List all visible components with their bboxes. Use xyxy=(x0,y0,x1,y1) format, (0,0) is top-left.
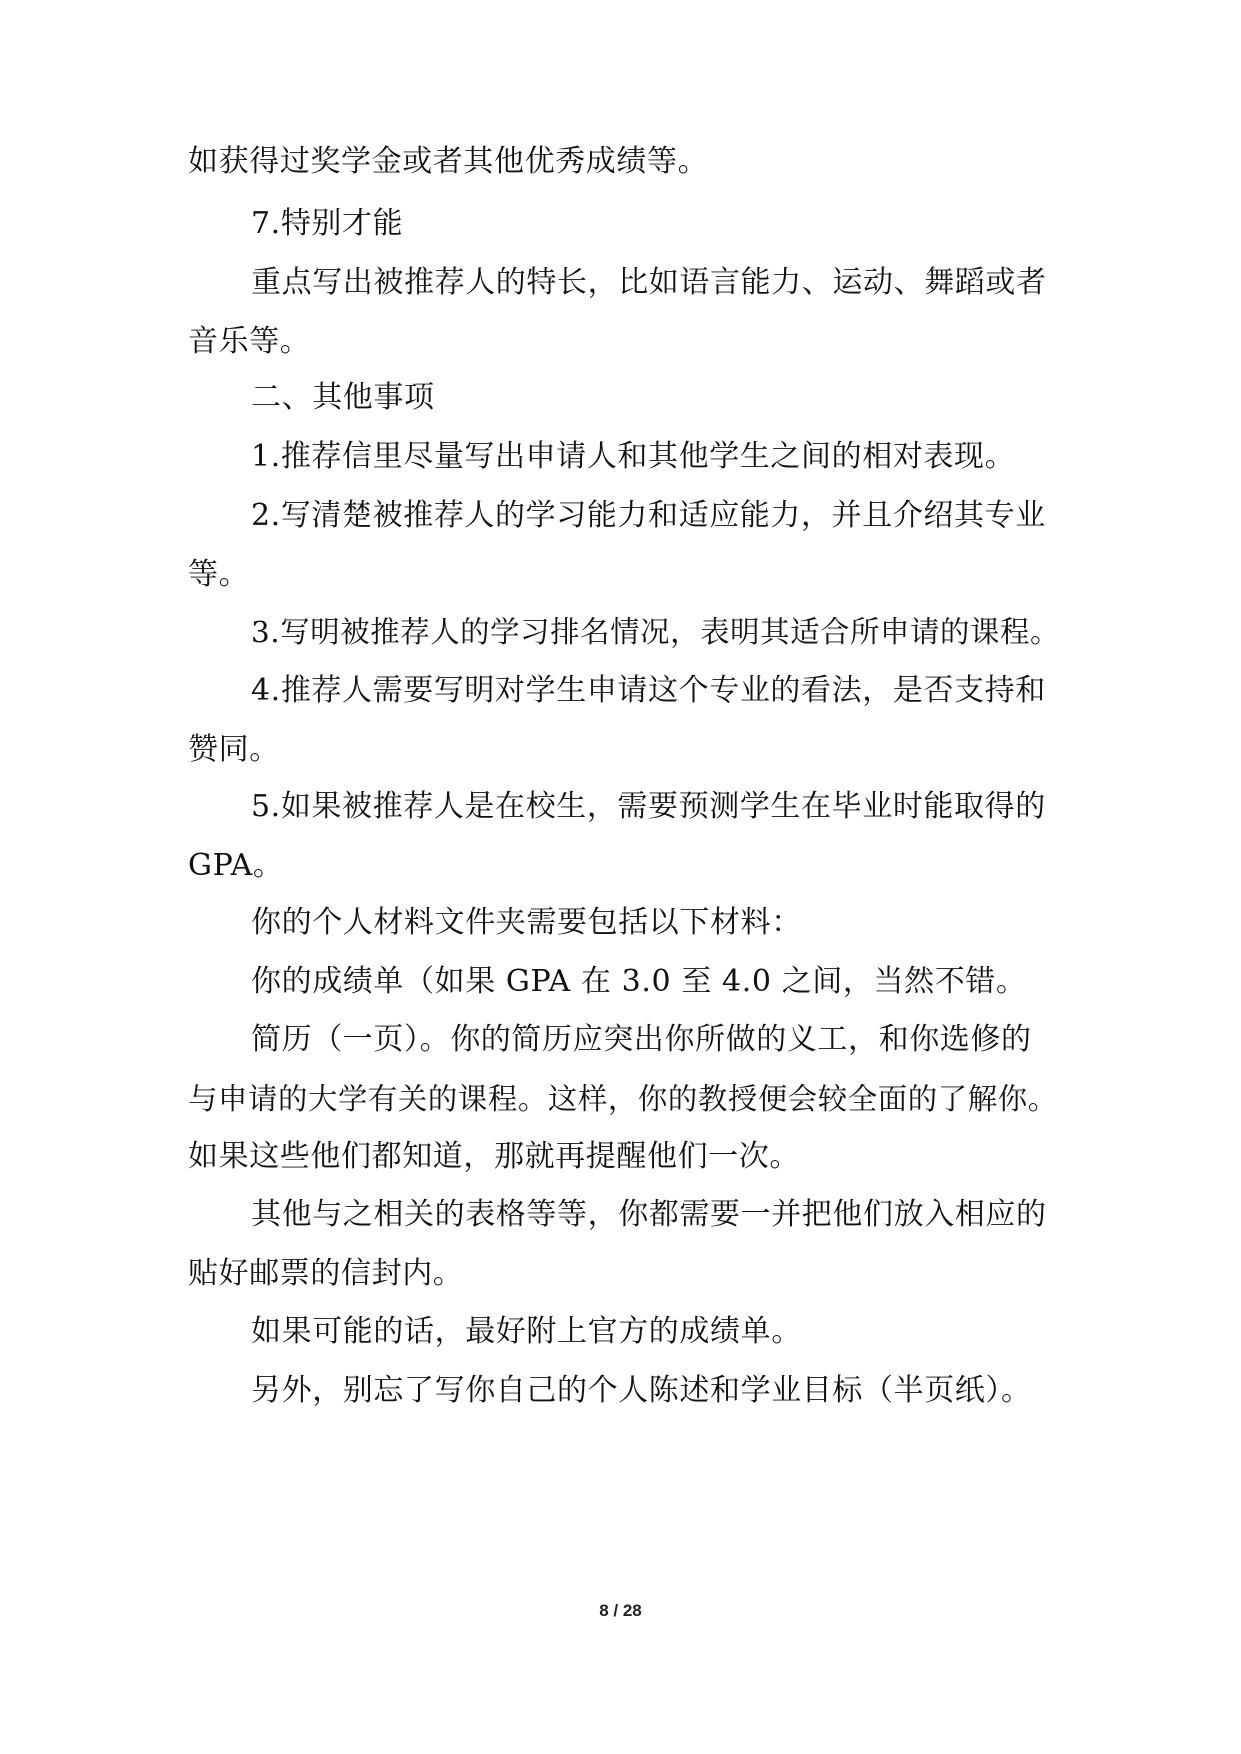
text-line: 简历（一页）。你的简历应突出你所做的义工，和你选修的 xyxy=(251,1022,1032,1057)
list-item: 5.如果被推荐人是在校生，需要预测学生在毕业时能取得的 xyxy=(251,789,1046,824)
text-line: GPA。 xyxy=(188,848,284,883)
text-line: 如获得过奖学金或者其他优秀成绩等。 xyxy=(188,144,709,179)
text-line: 等。 xyxy=(188,557,250,592)
section-heading: 7.特别才能 xyxy=(251,206,404,241)
text-line: 与申请的大学有关的课程。这样，你的教授便会较全面的了解你。 xyxy=(188,1082,1058,1116)
list-item: 2.写清楚被推荐人的学习能力和适应能力，并且介绍其专业 xyxy=(251,498,1046,533)
text-line: 另外，别忘了写你自己的个人陈述和学业目标（半页纸）。 xyxy=(251,1373,1032,1408)
list-item: 1.推荐信里尽量写出申请人和其他学生之间的相对表现。 xyxy=(251,439,1016,474)
text-line: 音乐等。 xyxy=(188,324,311,359)
page-number: 8 / 28 xyxy=(599,1601,642,1620)
text-line: 贴好邮票的信封内。 xyxy=(188,1256,464,1291)
section-heading: 二、其他事项 xyxy=(251,380,435,415)
list-item: 3.写明被推荐人的学习排名情况，表明其适合所申请的课程。 xyxy=(251,615,1060,649)
text-line: 你的成绩单（如果 GPA 在 3.0 至 4.0 之间，当然不错。 xyxy=(251,964,1027,999)
text-line: 赞同。 xyxy=(188,732,280,767)
text-line: 如果可能的话，最好附上官方的成绩单。 xyxy=(251,1314,802,1349)
text-line: 其他与之相关的表格等等，你都需要一并把他们放入相应的 xyxy=(251,1197,1047,1232)
list-item: 4.推荐人需要写明对学生申请这个专业的看法，是否支持和 xyxy=(251,673,1046,708)
text-line: 如果这些他们都知道，那就再提醒他们一次。 xyxy=(188,1139,800,1174)
text-line: 重点写出被推荐人的特长，比如语言能力、运动、舞蹈或者 xyxy=(251,265,1047,300)
text-line: 你的个人材料文件夹需要包括以下材料： xyxy=(251,905,802,940)
